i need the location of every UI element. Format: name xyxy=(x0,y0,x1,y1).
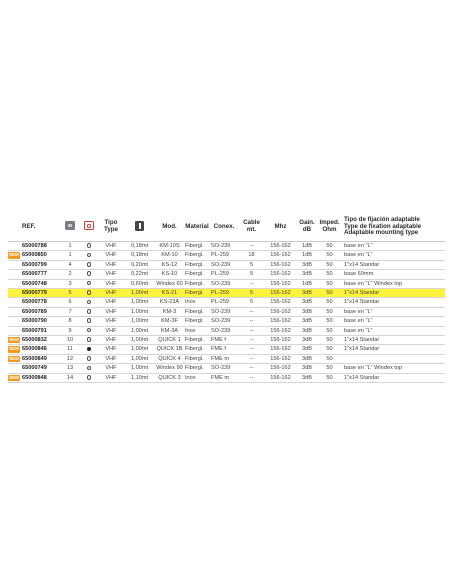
cell-connector: SO-239 xyxy=(210,317,238,326)
cell-material: Fibergl. xyxy=(184,354,210,363)
table-row xyxy=(8,279,445,288)
number-tag-icon xyxy=(65,221,75,230)
cell-impedance: 50 xyxy=(318,242,341,251)
cell-gain: 1dB xyxy=(296,242,318,251)
cell-connector: FME f xyxy=(210,336,238,345)
cell-mounting: 1"x14 Standar xyxy=(341,336,445,345)
cell-impedance: 50 xyxy=(318,298,341,307)
cell-number: 10 xyxy=(60,336,80,345)
cell-impedance: 50 xyxy=(318,270,341,279)
cell-gain: 3dB xyxy=(296,326,318,335)
cell-gain: 3dB xyxy=(296,354,318,363)
empty-circle-icon xyxy=(87,271,92,276)
cell-dial xyxy=(80,364,98,373)
empty-circle-icon xyxy=(87,328,92,333)
cell-connector: PL-259 xyxy=(210,251,238,260)
empty-circle-icon xyxy=(87,356,92,361)
cell-length: 1,00mt xyxy=(124,354,155,363)
cell-cable: -- xyxy=(238,307,265,316)
antenna-spec-table xyxy=(8,213,445,383)
cell-number: 1 xyxy=(60,251,80,260)
product-table-container xyxy=(8,213,445,383)
cell-gain: 3dB xyxy=(296,364,318,373)
col-header-ref: REF. xyxy=(8,213,60,242)
cell-impedance: 50 xyxy=(318,336,341,345)
new-badge: NEW xyxy=(9,346,19,352)
table-row xyxy=(8,354,445,363)
col-header-mounting xyxy=(341,213,445,242)
cell-length: 0,22mt xyxy=(124,270,155,279)
cell-ref xyxy=(8,298,60,307)
cell-cable: -- xyxy=(238,242,265,251)
cell-impedance: 50 xyxy=(318,373,341,382)
cell-material: Fibergl. xyxy=(184,279,210,288)
cell-model: KM-10 xyxy=(155,251,184,260)
cell-mounting: base en "L" xyxy=(341,242,445,251)
cell-gain: 3dB xyxy=(296,345,318,354)
col-header-conex: Conex. xyxy=(210,213,238,242)
cell-model: KS-21 xyxy=(155,289,184,298)
cell-frequency: 156-162 xyxy=(265,242,296,251)
table-row xyxy=(8,242,445,251)
cell-length: 1,00mt xyxy=(124,345,155,354)
cell-number: 11 xyxy=(60,345,80,354)
table-body xyxy=(8,242,445,383)
cell-dial xyxy=(80,326,98,335)
cell-mounting: base en "L" xyxy=(341,317,445,326)
cell-material: Inox xyxy=(184,373,210,382)
cell-number: 4 xyxy=(60,260,80,269)
length-icon xyxy=(135,221,144,231)
ref-code: 65000848 xyxy=(22,374,47,381)
cell-length: 0,20mt xyxy=(124,260,155,269)
ref-code: 65000790 xyxy=(22,318,47,325)
filled-circle-icon xyxy=(87,347,92,352)
cell-gain: 1dB xyxy=(296,279,318,288)
cell-material: Fibergl. xyxy=(184,270,210,279)
cell-connector: PL-259 xyxy=(210,298,238,307)
cell-number: 1 xyxy=(60,242,80,251)
new-badge: NEW xyxy=(9,355,19,361)
cell-ref xyxy=(8,270,60,279)
cell-connector: SO-239 xyxy=(210,260,238,269)
cell-connector: FME m xyxy=(210,373,238,382)
cell-type: VHF xyxy=(98,336,124,345)
cell-frequency: 156-162 xyxy=(265,251,296,260)
ref-code: 65000832 xyxy=(22,337,47,344)
cell-dial xyxy=(80,298,98,307)
cell-number: 6 xyxy=(60,298,80,307)
col-header-imped: Imped. Ohm xyxy=(318,213,341,242)
col-header-cable: Cable mt. xyxy=(238,213,265,242)
cell-cable: -- xyxy=(238,373,265,382)
cell-material: Fibergl. xyxy=(184,289,210,298)
cell-model: KM-3 xyxy=(155,307,184,316)
cell-impedance: 50 xyxy=(318,317,341,326)
cell-frequency: 156-162 xyxy=(265,364,296,373)
cell-dial xyxy=(80,354,98,363)
cell-material: Fibergl. xyxy=(184,336,210,345)
table-row xyxy=(8,260,445,269)
cell-frequency: 156-162 xyxy=(265,345,296,354)
cell-length: 1,00mt xyxy=(124,336,155,345)
cell-ref xyxy=(8,251,60,260)
cell-connector: FME m xyxy=(210,354,238,363)
ref-code: 65000849 xyxy=(22,355,47,362)
table-header-row xyxy=(8,213,445,242)
cell-length: 1,00mt xyxy=(124,326,155,335)
cell-cable: -- xyxy=(238,364,265,373)
table-row xyxy=(8,317,445,326)
cell-cable: 5 xyxy=(238,260,265,269)
cell-model: KM-10S xyxy=(155,242,184,251)
cell-type: VHF xyxy=(98,307,124,316)
cell-number: 5 xyxy=(60,289,80,298)
ref-code: 65000788 xyxy=(22,243,47,249)
col-header-dial xyxy=(80,213,98,242)
mounting-header-fr: Type de fixation adaptable xyxy=(344,222,422,230)
cell-dial xyxy=(80,307,98,316)
empty-circle-icon xyxy=(87,366,92,371)
cell-cable: -- xyxy=(238,345,265,354)
cell-cable: -- xyxy=(238,354,265,363)
cell-connector: SO-239 xyxy=(210,326,238,335)
cell-frequency: 156-162 xyxy=(265,317,296,326)
col-header-type: Tipo Type xyxy=(98,213,124,242)
mounting-header-es: Tipo de fijación adaptable xyxy=(344,216,420,224)
cell-type: VHF xyxy=(98,289,124,298)
col-header-number xyxy=(60,213,80,242)
cell-number: 2 xyxy=(60,270,80,279)
cell-dial xyxy=(80,289,98,298)
cell-mounting: base en "L" xyxy=(341,326,445,335)
cell-impedance: 50 xyxy=(318,345,341,354)
table-row xyxy=(8,326,445,335)
cell-impedance: 50 xyxy=(318,307,341,316)
cell-connector: SO-239 xyxy=(210,279,238,288)
cell-material: Fibergl. xyxy=(184,242,210,251)
cell-material: Inox xyxy=(184,298,210,307)
cell-frequency: 156-162 xyxy=(265,260,296,269)
cell-length: 1,00mt xyxy=(124,307,155,316)
cell-type: VHF xyxy=(98,317,124,326)
col-header-mhz: Mhz xyxy=(265,213,296,242)
table-row xyxy=(8,373,445,382)
cell-ref xyxy=(8,345,60,354)
cell-frequency: 156-162 xyxy=(265,336,296,345)
cell-frequency: 156-162 xyxy=(265,354,296,363)
cell-frequency: 156-162 xyxy=(265,289,296,298)
cell-mounting: 1"x14 Standar xyxy=(341,260,445,269)
cell-cable: -- xyxy=(238,317,265,326)
cell-length: 1,00mt xyxy=(124,317,155,326)
cell-ref xyxy=(8,307,60,316)
cell-number: 9 xyxy=(60,326,80,335)
empty-circle-icon xyxy=(87,300,92,305)
ref-code: 65000748 xyxy=(22,280,47,287)
ref-code: 65000799 xyxy=(22,261,47,268)
col-header-mod: Mod. xyxy=(155,213,184,242)
cell-gain: 3dB xyxy=(296,336,318,345)
cell-frequency: 156-162 xyxy=(265,298,296,307)
cell-length: 0,18mt xyxy=(124,242,155,251)
cell-impedance: 50 xyxy=(318,251,341,260)
ref-code: 65000846 xyxy=(22,346,47,353)
cell-impedance: 50 xyxy=(318,354,341,363)
cell-mounting: 1"x14 Standar xyxy=(341,298,445,307)
cell-ref xyxy=(8,336,60,345)
cell-ref xyxy=(8,242,60,251)
cell-impedance: 50 xyxy=(318,364,341,373)
cell-frequency: 156-162 xyxy=(265,270,296,279)
cell-material: Fibergl. xyxy=(184,364,210,373)
cell-mounting: base en "L" xyxy=(341,307,445,316)
cell-model: KS-12 xyxy=(155,260,184,269)
cell-type: VHF xyxy=(98,279,124,288)
cell-ref xyxy=(8,364,60,373)
cell-mounting: 1"x14 Standar xyxy=(341,373,445,382)
cell-dial xyxy=(80,345,98,354)
cell-mounting xyxy=(341,354,445,363)
cell-model: KS-10 xyxy=(155,270,184,279)
cell-connector: PL-259 xyxy=(210,270,238,279)
cell-mounting: base en "L" Windex top xyxy=(341,364,445,373)
new-badge: NEW xyxy=(9,374,19,380)
cell-material: Inox xyxy=(184,326,210,335)
cell-type: VHF xyxy=(98,298,124,307)
cell-mounting: base en "L" xyxy=(341,251,445,260)
cell-model: QUICK 1 xyxy=(155,336,184,345)
ref-code: 65000789 xyxy=(22,308,47,315)
cell-cable: 5 xyxy=(238,289,265,298)
cell-dial xyxy=(80,317,98,326)
new-badge: NEW xyxy=(9,337,19,343)
cell-gain: 3dB xyxy=(296,260,318,269)
cell-length: 0,60mt xyxy=(124,279,155,288)
cell-impedance: 50 xyxy=(318,326,341,335)
cell-model: Windex 90 xyxy=(156,365,183,372)
ref-code: 65000850 xyxy=(22,252,47,259)
table-row xyxy=(8,270,445,279)
cell-frequency: 156-162 xyxy=(265,373,296,382)
ref-code: 65000777 xyxy=(22,271,47,278)
cell-model: QUICK 1B xyxy=(156,346,183,353)
ref-code: 65000791 xyxy=(22,327,47,334)
cell-model: QUICK 4 xyxy=(155,354,184,363)
cell-type: VHF xyxy=(98,364,124,373)
cell-cable: -- xyxy=(238,326,265,335)
cell-frequency: 156-162 xyxy=(265,279,296,288)
cell-type: VHF xyxy=(98,270,124,279)
col-header-gain: Gain. dB xyxy=(296,213,318,242)
empty-circle-icon xyxy=(87,337,92,342)
empty-circle-icon xyxy=(87,243,92,248)
cell-mounting: base en "L" Windex top xyxy=(341,279,445,288)
cell-impedance: 50 xyxy=(318,289,341,298)
col-header-length xyxy=(124,213,155,242)
cell-impedance: 50 xyxy=(318,260,341,269)
cell-connector: FME f xyxy=(210,345,238,354)
cell-dial xyxy=(80,242,98,251)
table-row xyxy=(8,307,445,316)
cell-connector: SO-239 xyxy=(210,242,238,251)
cell-connector: SO-239 xyxy=(210,307,238,316)
cell-frequency: 156-162 xyxy=(265,307,296,316)
cell-cable: 5 xyxy=(238,298,265,307)
cell-number: 12 xyxy=(60,354,80,363)
cell-gain: 3dB xyxy=(296,373,318,382)
cell-dial xyxy=(80,373,98,382)
cell-model: KM-3F xyxy=(155,317,184,326)
cell-type: VHF xyxy=(98,251,124,260)
cell-number: 7 xyxy=(60,307,80,316)
cell-type: VHF xyxy=(98,260,124,269)
cell-dial xyxy=(80,279,98,288)
cell-material: Fibergl. xyxy=(184,345,210,354)
empty-circle-icon xyxy=(87,253,92,258)
cell-gain: 1dB xyxy=(296,251,318,260)
cell-gain: 3dB xyxy=(296,307,318,316)
cell-number: 8 xyxy=(60,317,80,326)
mounting-header-en: Adaptable mounting type xyxy=(344,229,419,237)
cell-ref xyxy=(8,373,60,382)
cell-cable: -- xyxy=(238,279,265,288)
cell-mounting: 1"x14 Standar xyxy=(341,289,445,298)
table-row xyxy=(8,298,445,307)
empty-circle-icon xyxy=(87,309,92,314)
cell-length: 1,00mt xyxy=(124,364,155,373)
cell-gain: 3dB xyxy=(296,298,318,307)
cell-material: Fibergl. xyxy=(184,317,210,326)
cell-gain: 3dB xyxy=(296,317,318,326)
cell-ref xyxy=(8,317,60,326)
cell-material: Fibergl. xyxy=(184,307,210,316)
cell-model: Windex 60 xyxy=(156,280,183,287)
cell-model: KS-23A xyxy=(155,298,184,307)
empty-circle-icon xyxy=(87,262,92,267)
table-row xyxy=(8,364,445,373)
cell-dial xyxy=(80,336,98,345)
cell-ref xyxy=(8,289,60,298)
cell-mounting: 1"x14 Standar xyxy=(341,345,445,354)
cell-ref xyxy=(8,260,60,269)
cell-material: Fibergl. xyxy=(184,260,210,269)
cell-mounting: base 60mm xyxy=(341,270,445,279)
cell-dial xyxy=(80,251,98,260)
cell-connector: SO-239 xyxy=(210,364,238,373)
table-row xyxy=(8,336,445,345)
ref-code: 65000779 xyxy=(22,290,47,297)
empty-circle-icon xyxy=(87,281,92,286)
cell-cable: 5 xyxy=(238,270,265,279)
table-row xyxy=(8,289,445,298)
cell-number: 3 xyxy=(60,279,80,288)
cell-model: KM-3A xyxy=(155,326,184,335)
cell-cable: 18 xyxy=(238,251,265,260)
cell-length: 1,00mt xyxy=(124,298,155,307)
ref-code: 65000749 xyxy=(22,365,47,372)
cell-number: 14 xyxy=(60,373,80,382)
cell-gain: 3dB xyxy=(296,270,318,279)
cell-cable: -- xyxy=(238,336,265,345)
cell-model: QUICK 3 xyxy=(155,373,184,382)
empty-circle-icon xyxy=(87,375,92,380)
empty-circle-icon xyxy=(87,318,92,323)
cell-gain: 3dB xyxy=(296,289,318,298)
cell-impedance: 50 xyxy=(318,279,341,288)
cell-number: 13 xyxy=(60,364,80,373)
empty-circle-icon xyxy=(87,290,92,295)
new-badge: NEW xyxy=(9,252,19,258)
cell-type: VHF xyxy=(98,373,124,382)
table-row xyxy=(8,345,445,354)
col-header-material: Material xyxy=(184,213,210,242)
cell-ref xyxy=(8,279,60,288)
cell-frequency: 156-162 xyxy=(265,326,296,335)
table-row xyxy=(8,251,445,260)
ref-code: 65000778 xyxy=(22,299,47,306)
cell-length: 1,00mt xyxy=(124,289,155,298)
dial-icon xyxy=(84,221,94,230)
cell-length: 1,10mt xyxy=(124,373,155,382)
cell-type: VHF xyxy=(98,354,124,363)
cell-connector: PL-259 xyxy=(210,289,238,298)
cell-dial xyxy=(80,260,98,269)
cell-ref xyxy=(8,354,60,363)
cell-type: VHF xyxy=(98,326,124,335)
cell-dial xyxy=(80,270,98,279)
cell-type: VHF xyxy=(98,345,124,354)
cell-type: VHF xyxy=(98,242,124,251)
cell-material: Fibergl. xyxy=(184,251,210,260)
cell-ref xyxy=(8,326,60,335)
cell-length: 0,18mt xyxy=(124,251,155,260)
